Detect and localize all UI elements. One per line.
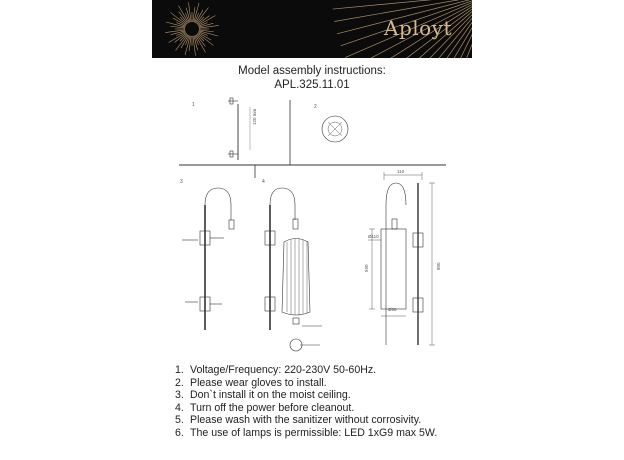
item-number: 5.: [175, 414, 184, 427]
brand-name: Aployt: [384, 16, 453, 40]
step2-canopy-figure: [322, 116, 348, 142]
dimension-drawing: [368, 172, 435, 345]
item-number: 4.: [175, 401, 184, 414]
dimension-label: 110: [397, 169, 405, 174]
item-number: 6.: [175, 426, 184, 439]
item-number: 2.: [175, 376, 184, 389]
dimension-label: Ø56: [388, 307, 397, 312]
item-text: Turn off the power before cleanout.: [190, 401, 355, 414]
step3-frame-figure: [182, 188, 234, 330]
step-number-3: 3: [180, 179, 183, 185]
item-number: 3.: [175, 389, 184, 402]
item-text: Don`t install it on the moist ceiling.: [190, 389, 351, 402]
dimension-label: 120 mm: [252, 108, 257, 125]
instructions-list: [175, 364, 437, 440]
step4-shade-figure: [265, 188, 322, 351]
dimension-label: 590: [364, 264, 369, 272]
list-item: [175, 402, 437, 415]
list-item: [175, 427, 437, 440]
document-title: Model assembly instructions:: [238, 65, 386, 77]
step-number-2: 2: [314, 104, 317, 110]
dimension-label: Ø110: [368, 234, 379, 239]
list-item: [175, 389, 437, 402]
dimension-label: 800: [436, 262, 441, 270]
item-number: 1.: [175, 364, 184, 376]
step1-screws-figure: [228, 98, 250, 160]
step-number-4: 4: [262, 179, 265, 185]
item-text: Please wear gloves to install.: [190, 376, 327, 389]
list-item: [175, 377, 437, 390]
step-number-1: 1: [192, 102, 195, 108]
item-text: Voltage/Frequency: 220-230V 50-60Hz.: [190, 364, 377, 376]
item-text: Please wash with the sanitizer without corrosivity.: [190, 414, 422, 427]
item-text: The use of lamps is permissible: LED 1xG9 max 5W.: [190, 426, 438, 439]
model-number: APL.325.11.01: [274, 79, 350, 91]
list-item: [175, 364, 437, 377]
list-item: [175, 414, 437, 427]
